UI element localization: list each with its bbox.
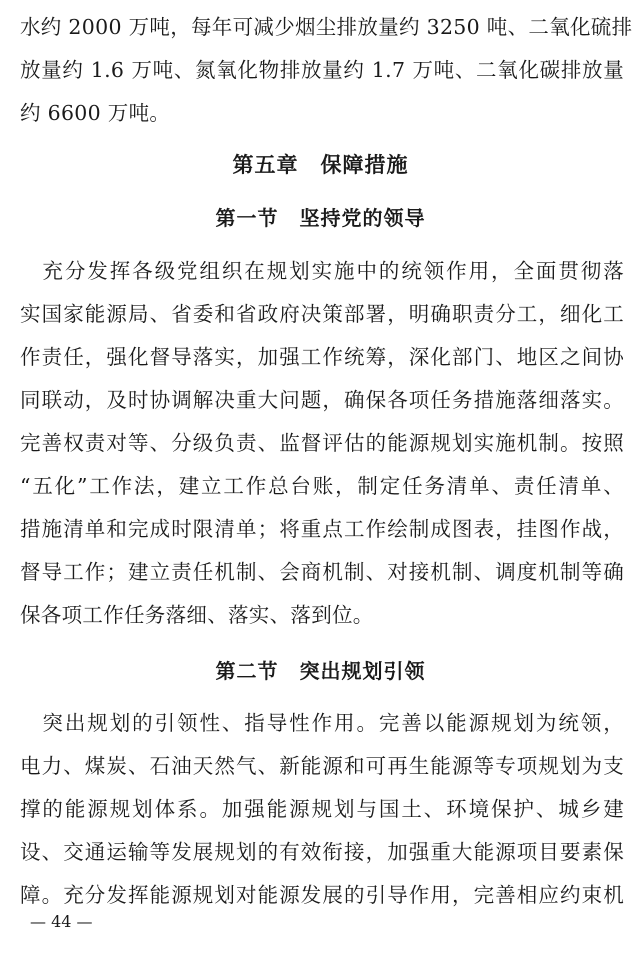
body-text-line: 设、交通运输等发展规划的有效衔接，加强重大能源项目要素保	[20, 840, 624, 864]
body-text-line: 充分发挥各级党组织在规划实施中的统领作用，全面贯彻落	[20, 259, 624, 283]
body-text-line: 突出规划的引领性、指导性作用。完善以能源规划为统领，	[20, 711, 624, 735]
section-title: 第一节 坚持党的领导	[215, 206, 426, 230]
body-text-line: 措施清单和完成时限清单；将重点工作绘制成图表，挂图作战，	[20, 517, 624, 541]
body-text-line: 撑的能源规划体系。加强能源规划与国土、环境保护、城乡建	[20, 797, 624, 821]
body-text-line: 同联动，及时协调解决重大问题，确保各项任务措施落细落实。	[20, 388, 624, 412]
body-text-line: “五化”工作法，建立工作总台账，制定任务清单、责任清单、	[20, 474, 624, 498]
body-text-line: 实国家能源局、省委和省政府决策部署，明确职责分工，细化工	[20, 302, 624, 326]
body-text-line: 放量约 1.6 万吨、氮氧化物排放量约 1.7 万吨、二氧化碳排放量	[20, 58, 624, 82]
body-text-line: 水约 2000 万吨，每年可减少烟尘排放量约 3250 吨、二氧化硫排	[20, 15, 633, 39]
body-text-line: 督导工作；建立责任机制、会商机制、对接机制、调度机制等确	[20, 560, 624, 584]
page-number: — 44 —	[30, 912, 93, 931]
chapter-title: 第五章 保障措施	[232, 153, 409, 177]
section-title: 第二节 突出规划引领	[215, 659, 426, 683]
body-text-line: 障。充分发挥能源规划对能源发展的引导作用，完善相应约束机	[20, 883, 624, 907]
body-text-line: 电力、煤炭、石油天然气、新能源和可再生能源等专项规划为支	[20, 754, 624, 778]
body-text-line: 约 6600 万吨。	[20, 101, 171, 125]
body-text-line: 作责任，强化督导落实，加强工作统筹，深化部门、地区之间协	[20, 345, 624, 369]
body-text-line: 完善权责对等、分级负责、监督评估的能源规划实施机制。按照	[20, 431, 624, 455]
body-text-line: 保各项工作任务落细、落实、落到位。	[20, 603, 374, 627]
